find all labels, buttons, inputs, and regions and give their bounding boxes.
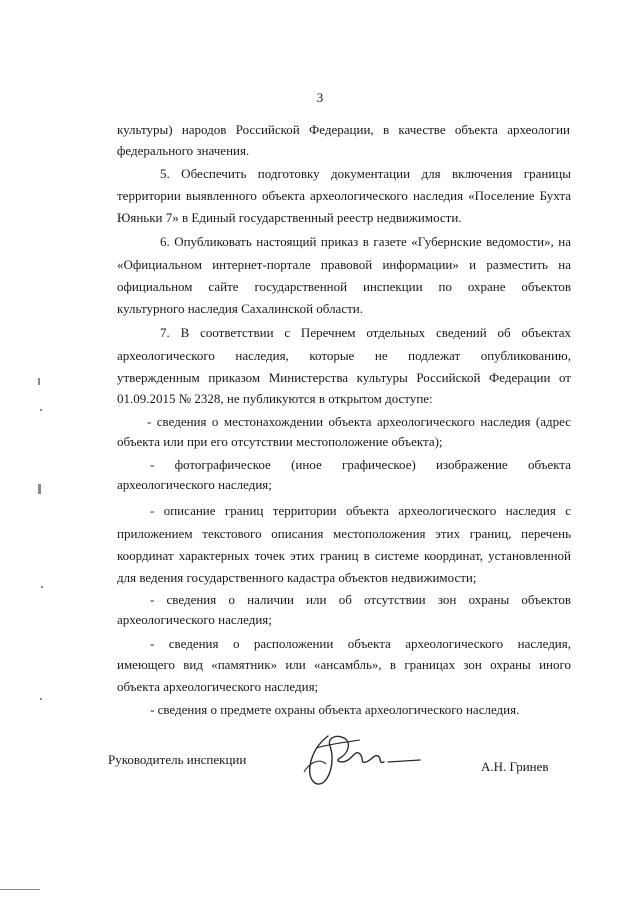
body-line-5: Юяньки 7» в Единый государственный реестр недвижимости. — [117, 210, 462, 225]
body-line-16: - фотографическое (иное графическое) изображение объекта — [150, 457, 571, 472]
body-line-13: 01.09.2015 № 2328, не публикуются в открытом доступе: — [117, 391, 433, 406]
scan-mark — [38, 378, 40, 385]
body-line-19: приложением текстового описания местоположения этих границ, перечень — [117, 526, 571, 541]
body-line-17: археологического наследия; — [117, 477, 272, 492]
signatory-title: Руководитель инспекции — [108, 752, 247, 767]
body-line-7: «Официальном интернет-портале правовой информации» и разместить на — [117, 257, 571, 272]
body-line-20: координат характерных точек этих границ в системе координат, установленной — [117, 548, 571, 563]
body-line-9: культурного наследия Сахалинской области. — [117, 301, 363, 316]
body-line-23: археологического наследия; — [117, 612, 272, 627]
body-line-24: - сведения о расположении объекта археологического наследия, — [150, 636, 571, 651]
body-line-22: - сведения о наличии или об отсутствии зон охраны объектов — [150, 592, 571, 607]
body-line-12: утвержденным приказом Министерства культуры Российской Федерации от — [117, 370, 571, 385]
body-line-8: официальном сайте государственной инспекции по охране объектов — [117, 279, 571, 294]
body-line-11: археологического наследия, которые не подлежат опубликованию, — [117, 348, 571, 363]
scan-mark — [0, 889, 40, 890]
handwritten-signature — [290, 728, 430, 798]
body-line-27: - сведения о предмете охраны объекта археологического наследия. — [150, 702, 520, 717]
body-line-25: имеющего вид «памятник» или «ансамбль», в границах зон охраны иного — [117, 657, 571, 672]
body-line-14: - сведения о местонахождении объекта археологического наследия (адрес — [147, 414, 571, 429]
scan-mark — [40, 698, 42, 700]
body-line-26: объекта археологического наследия; — [117, 679, 319, 694]
page-number: 3 — [316, 90, 324, 105]
body-line-1: культуры) народов Российской Федерации, в качестве объекта археологии — [117, 122, 570, 137]
body-line-2: федерального значения. — [117, 143, 250, 158]
body-line-18: - описание границ территории объекта археологического наследия с — [150, 503, 571, 518]
body-line-15: объекта или при его отсутствии местоположение объекта); — [117, 434, 443, 449]
body-line-6: 6. Опубликовать настоящий приказ в газете «Губернские ведомости», на — [160, 234, 571, 249]
signatory-name: А.Н. Гринев — [481, 759, 549, 774]
body-line-10: 7. В соответствии с Перечнем отдельных сведений об объектах — [160, 325, 571, 340]
body-line-3: 5. Обеспечить подготовку документации для включения границы — [160, 166, 571, 181]
scan-mark — [38, 484, 41, 494]
body-line-21: для ведения государственного кадастра объектов недвижимости; — [117, 570, 477, 585]
scan-mark — [41, 586, 43, 588]
scan-mark — [40, 409, 42, 411]
body-line-4: территории выявленного объекта археологического наследия «Поселение Бухта — [117, 188, 571, 203]
